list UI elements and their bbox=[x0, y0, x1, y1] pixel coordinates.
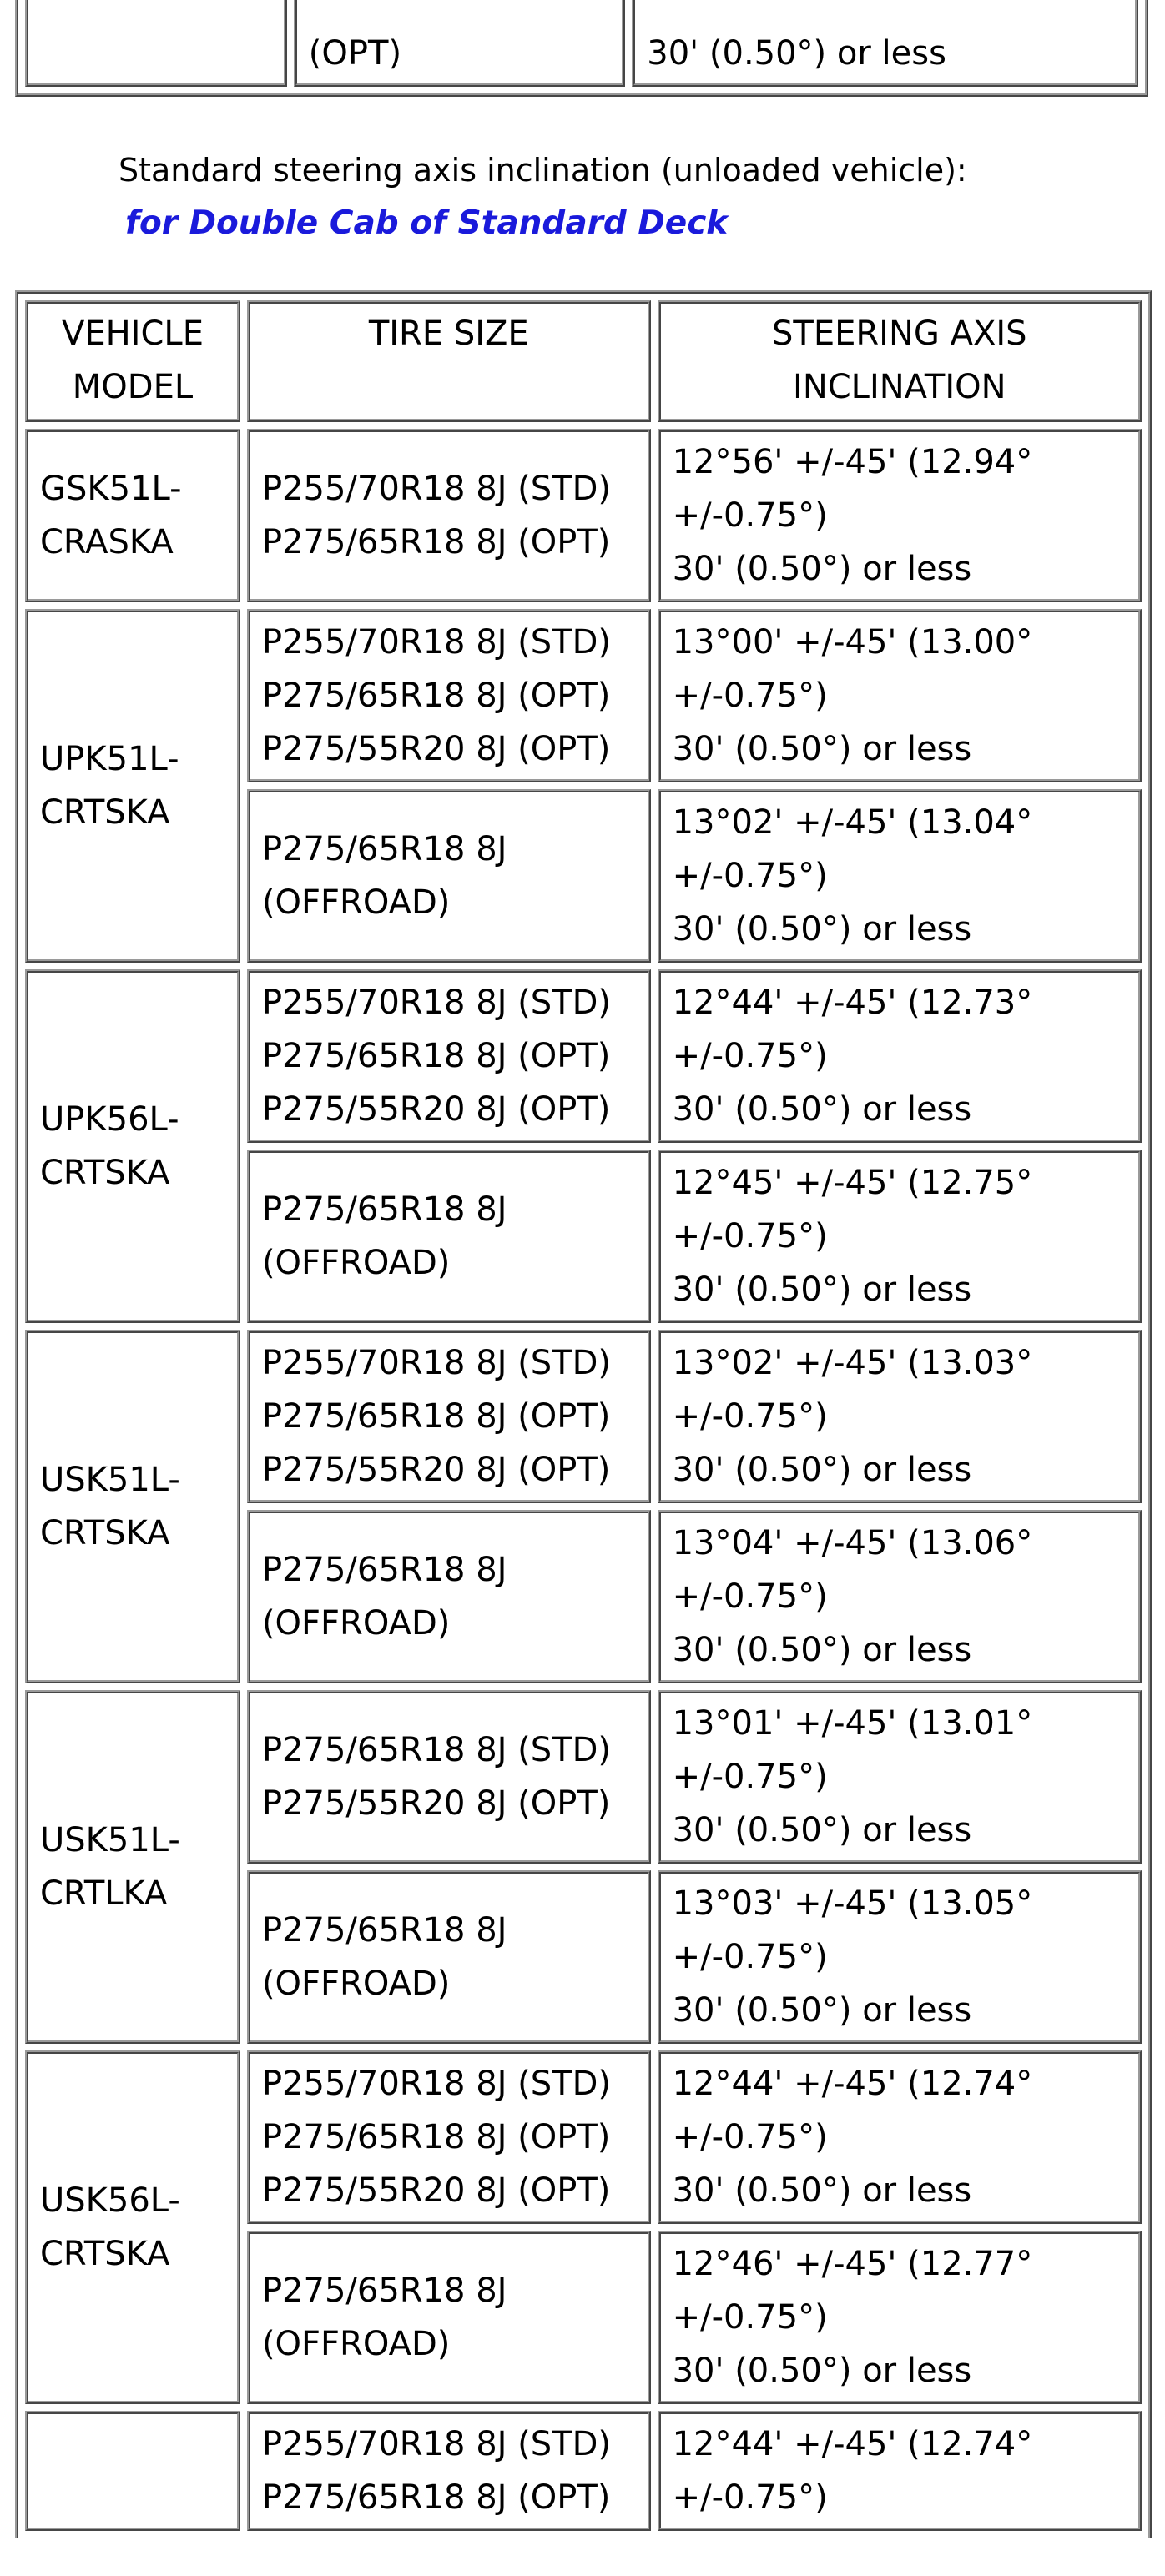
inclination-value-text: 13°02' +/-45' (13.03° +/-0.75°) bbox=[672, 1344, 1033, 1436]
vehicle-model-text: USK51L-CRTSKA bbox=[40, 1461, 180, 1552]
tire-size-cell bbox=[247, 2231, 651, 2404]
tire-size-text: P275/65R18 8J (OPT) bbox=[261, 1037, 611, 1075]
inclination-value-text: 12°56' +/-45' (12.94° +/-0.75°) bbox=[672, 443, 1033, 535]
tire-size-cell bbox=[247, 429, 651, 602]
tire-size-text: P275/55R20 8J (OPT) bbox=[261, 1784, 611, 1823]
inclination-cell bbox=[658, 789, 1142, 963]
inclination-tolerance-text: 30' (0.50°) or less bbox=[672, 1270, 972, 1309]
vehicle-model-cell bbox=[25, 2411, 240, 2531]
inclination-tolerance-text: 30' (0.50°) or less bbox=[672, 2171, 972, 2210]
tire-size-text: P255/70R18 8J (STD) bbox=[261, 470, 611, 508]
vehicle-model-text: GSK51L-CRASKA bbox=[40, 470, 182, 561]
table-row bbox=[25, 609, 1142, 782]
table-header-row bbox=[25, 300, 1142, 422]
tire-size-cell bbox=[247, 609, 651, 782]
inclination-cell bbox=[658, 1510, 1142, 1683]
inclination-cell bbox=[658, 429, 1142, 602]
tire-size-text: P275/65R18 8J (STD) bbox=[261, 1731, 611, 1769]
vehicle-model-text: UPK51L-CRTSKA bbox=[40, 740, 179, 832]
tire-size-text: P275/65R18 8J (OFFROAD) bbox=[261, 1911, 507, 2003]
tire-size-text: (OPT) bbox=[308, 34, 402, 73]
inclination-tolerance-text: 30' (0.50°) or less bbox=[672, 1811, 972, 1849]
table-row bbox=[25, 969, 1142, 1143]
table-row bbox=[25, 1330, 1142, 1503]
inclination-value-text: 13°04' +/-45' (13.06° +/-0.75°) bbox=[672, 1524, 1033, 1616]
tire-size-text: P275/65R18 8J (OPT) bbox=[261, 523, 611, 561]
inclination-value-text: 12°44' +/-45' (12.74° +/-0.75°) bbox=[672, 2425, 1033, 2517]
tire-size-text: P275/65R18 8J (OFFROAD) bbox=[261, 830, 507, 922]
tire-size-text: P275/65R18 8J (OFFROAD) bbox=[261, 1551, 507, 1643]
vehicle-model-cell bbox=[25, 1330, 240, 1683]
vehicle-model-cell bbox=[25, 969, 240, 1323]
inclination-tolerance-text: 30' (0.50°) or less bbox=[672, 1090, 972, 1129]
tire-size-cell bbox=[247, 1330, 651, 1503]
tire-size-text: P255/70R18 8J (STD) bbox=[261, 2065, 611, 2103]
inclination-cell bbox=[658, 609, 1142, 782]
tire-size-text: P255/70R18 8J (STD) bbox=[261, 984, 611, 1022]
tire-size-text: P275/65R18 8J (OPT) bbox=[261, 677, 611, 715]
inclination-cell bbox=[658, 969, 1142, 1143]
tire-size-cell bbox=[247, 1870, 651, 2044]
table-row bbox=[25, 1690, 1142, 1864]
table-row bbox=[25, 2050, 1142, 2224]
inclination-value-text: 12°44' +/-45' (12.73° +/-0.75°) bbox=[672, 984, 1033, 1075]
tire-size-cell bbox=[247, 969, 651, 1143]
tire-size-text: P275/65R18 8J (OPT) bbox=[261, 1397, 611, 1436]
inclination-tolerance-text: 30' (0.50°) or less bbox=[672, 1451, 972, 1489]
inclination-value-text: 12°45' +/-45' (12.75° +/-0.75°) bbox=[672, 1164, 1033, 1255]
inclination-tolerance-text: 30' (0.50°) or less bbox=[672, 910, 972, 948]
tire-size-text: P255/70R18 8J (STD) bbox=[261, 2425, 611, 2463]
steering-axis-inclination-table bbox=[15, 290, 1152, 2538]
tire-size-cell bbox=[247, 789, 651, 963]
header-tire-size: TIRE SIZE bbox=[247, 300, 651, 422]
tire-size-text: P275/65R18 8J (OFFROAD) bbox=[261, 1190, 507, 1282]
inclination-tolerance-text: 30' (0.50°) or less bbox=[672, 1631, 972, 1669]
inclination-tolerance-text: 30' (0.50°) or less bbox=[672, 1991, 972, 2030]
inclination-cell bbox=[658, 2231, 1142, 2404]
inclination-cell bbox=[658, 1870, 1142, 2044]
inclination-tolerance-text: 30' (0.50°) or less bbox=[647, 34, 946, 73]
inclination-cell bbox=[632, 0, 1138, 87]
header-steering-axis-inclination: STEERING AXIS INCLINATION bbox=[658, 300, 1142, 422]
inclination-value-text: 12°44' +/-45' (12.74° +/-0.75°) bbox=[672, 2065, 1033, 2156]
inclination-value-text: 13°00' +/-45' (13.00° +/-0.75°) bbox=[672, 623, 1033, 715]
tire-size-text: P275/55R20 8J (OPT) bbox=[261, 1451, 611, 1489]
inclination-cell bbox=[658, 2050, 1142, 2224]
vehicle-model-cell bbox=[25, 2050, 240, 2404]
inclination-tolerance-text: 30' (0.50°) or less bbox=[672, 2352, 972, 2390]
section-caption: Standard steering axis inclination (unloaded vehicle): bbox=[119, 152, 967, 189]
tire-size-cell bbox=[294, 0, 625, 87]
inclination-cell bbox=[658, 1690, 1142, 1864]
tire-size-text: P275/55R20 8J (OPT) bbox=[261, 1090, 611, 1129]
tire-size-cell bbox=[247, 1150, 651, 1323]
table-body bbox=[25, 429, 1142, 2531]
tire-size-text: P275/65R18 8J (OPT) bbox=[261, 2478, 611, 2517]
tire-size-cell bbox=[247, 2411, 651, 2531]
inclination-value-text: 13°02' +/-45' (13.04° +/-0.75°) bbox=[672, 803, 1033, 895]
inclination-cell bbox=[658, 1330, 1142, 1503]
table-row bbox=[25, 429, 1142, 602]
inclination-value-text: 13°03' +/-45' (13.05° +/-0.75°) bbox=[672, 1884, 1033, 1976]
tire-size-text: P275/55R20 8J (OPT) bbox=[261, 730, 611, 768]
vehicle-model-text: USK51L-CRTLKA bbox=[40, 1821, 180, 1913]
inclination-tolerance-text: 30' (0.50°) or less bbox=[672, 550, 972, 588]
section-subcaption: for Double Cab of Standard Deck bbox=[125, 204, 729, 242]
tire-size-cell bbox=[247, 1690, 651, 1864]
tire-size-text: P275/55R20 8J (OPT) bbox=[261, 2171, 611, 2210]
inclination-cell bbox=[658, 1150, 1142, 1323]
inclination-value-text: 12°46' +/-45' (12.77° +/-0.75°) bbox=[672, 2245, 1033, 2337]
model-cell bbox=[25, 0, 287, 87]
table-row bbox=[25, 0, 1138, 87]
previous-table-fragment bbox=[15, 0, 1148, 97]
vehicle-model-cell bbox=[25, 609, 240, 963]
vehicle-model-cell bbox=[25, 1690, 240, 2044]
table-row bbox=[25, 2411, 1142, 2531]
tire-size-cell bbox=[247, 1510, 651, 1683]
inclination-tolerance-text: 30' (0.50°) or less bbox=[672, 730, 972, 768]
tire-size-text: P255/70R18 8J (STD) bbox=[261, 623, 611, 662]
tire-size-text: P275/65R18 8J (OPT) bbox=[261, 2118, 611, 2156]
inclination-value-text: 13°01' +/-45' (13.01° +/-0.75°) bbox=[672, 1704, 1033, 1796]
vehicle-model-text: UPK56L-CRTSKA bbox=[40, 1100, 179, 1192]
header-vehicle-model: VEHICLE MODEL bbox=[25, 300, 240, 422]
vehicle-model-text: USK56L-CRTSKA bbox=[40, 2181, 180, 2273]
tire-size-text: P275/65R18 8J (OFFROAD) bbox=[261, 2272, 507, 2363]
tire-size-cell bbox=[247, 2050, 651, 2224]
tire-size-text: P255/70R18 8J (STD) bbox=[261, 1344, 611, 1382]
inclination-cell bbox=[658, 2411, 1142, 2531]
vehicle-model-cell bbox=[25, 429, 240, 602]
